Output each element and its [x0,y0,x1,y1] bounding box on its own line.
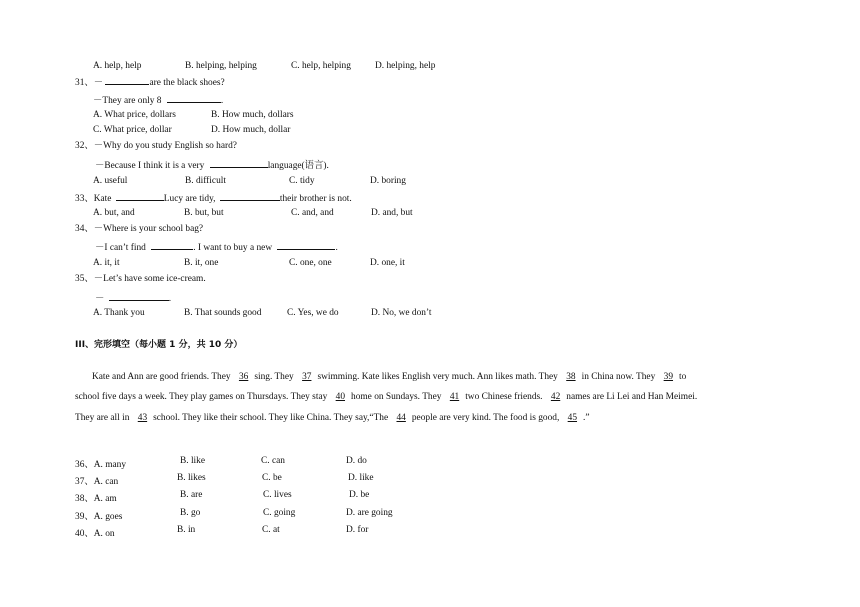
option-b: B. helping, helping [185,61,257,71]
answer-blank [220,191,280,201]
question-33 [75,191,352,205]
question-number: 31、－ [75,78,104,88]
passage-text: to [679,372,687,382]
answer-text: －They are only 8 [93,96,162,106]
option-a: A. Thank you [93,308,145,318]
question-35-answer [95,291,171,305]
passage-line-1 [75,367,790,387]
blank-number: 39 [663,372,674,382]
question-35: 35、－Let’s have some ice-cream. [75,274,206,284]
option-c: C. help, helping [291,61,351,71]
passage-text: names are Li Lei and Han Meimei. [566,392,698,402]
option-c: C. and, and [291,208,334,218]
option-a: A. useful [93,176,128,186]
passage-line-3 [75,408,790,428]
cloze-option-a: 39、A. goes [75,512,123,522]
cloze-option-a: 37、A. can [75,477,119,487]
option-c: C. one, one [289,258,332,268]
blank-number: 36 [238,372,249,382]
cloze-option-c: C. lives [263,490,292,500]
answer-text-end: . [335,243,338,253]
question-32-answer [95,158,329,172]
question-31-answer [93,93,223,107]
answer-text: －I can’t find [95,243,146,253]
answer-text-mid: . I want to buy a new [193,243,273,253]
option-b: B. difficult [185,176,226,186]
answer-blank [277,240,335,250]
cloze-option-b: B. like [180,456,205,466]
option-b: B. That sounds good [184,308,262,318]
cloze-option-d: D. like [348,473,374,483]
blank-number: 45 [567,413,578,423]
passage-text: school five days a week. They play games on Thursdays. They stay [75,392,328,402]
option-a: A. What price, dollars [93,110,176,120]
answer-blank [167,93,221,103]
question-34: 34、－Where is your school bag? [75,224,204,234]
option-b: B. How much, dollars [211,110,294,120]
blank-number: 42 [550,392,561,402]
cloze-option-c: C. going [263,508,296,518]
passage-text: in China now. They [581,372,656,382]
answer-blank [151,240,193,250]
cloze-option-b: B. likes [177,473,206,483]
option-b: B. but, but [184,208,224,218]
option-d: D. How much, dollar [211,125,291,135]
blank-number: 40 [335,392,346,402]
cloze-option-c: C. can [261,456,285,466]
cloze-option-d: D. be [349,490,370,500]
answer-blank [116,191,164,201]
option-d: D. one, it [370,258,405,268]
cloze-option-c: C. be [262,473,282,483]
cloze-option-d: D. do [346,456,367,466]
cloze-option-a: 36、A. many [75,460,127,470]
question-32: 32、－Why do you study English so hard? [75,141,237,151]
passage-text: sing. They [254,372,294,382]
cloze-option-d: D. are going [346,508,393,518]
passage-text: two Chinese friends. [465,392,543,402]
passage-text: Kate and Ann are good friends. They [92,372,231,382]
answer-blank [105,75,149,85]
question-text-end: their brother is not. [279,194,352,204]
option-a: A. but, and [93,208,135,218]
option-c: C. What price, dollar [93,125,172,135]
option-d: D. and, but [371,208,413,218]
passage-text: home on Sundays. They [351,392,442,402]
option-b: B. it, one [184,258,219,268]
answer-text: － [95,294,105,304]
passage-text: .” [583,413,590,423]
cloze-option-a: 38、A. am [75,494,117,504]
passage-text: school. They like their school. They like China. They say,“The [153,413,389,423]
option-c: C. tidy [289,176,315,186]
cloze-option-d: D. for [346,525,369,535]
blank-number: 43 [137,413,148,423]
blank-number: 41 [449,392,460,402]
question-text: Lucy are tidy, [163,194,216,204]
cloze-option-b: B. go [180,508,201,518]
option-a: A. it, it [93,258,120,268]
option-d: D. No, we don’t [371,308,432,318]
question-text: are the black shoes? [149,78,225,88]
answer-text-end: . [168,294,172,304]
question-31 [75,75,225,89]
blank-number: 37 [302,372,312,382]
cloze-option-c: C. at [262,525,280,535]
option-a: A. help, help [93,61,142,71]
option-c: C. Yes, we do [287,308,339,318]
cloze-option-b: B. are [180,490,203,500]
question-34-answer [95,240,338,254]
passage-text: They are all in [75,413,130,423]
answer-text-end: language(语言). [267,161,329,171]
cloze-option-a: 40、A. on [75,529,115,539]
passage-text: swimming. Kate likes English very much. Ann likes math. They [317,372,558,382]
answer-blank [210,158,268,168]
passage-line-2 [75,387,790,407]
answer-blank [109,291,169,301]
answer-text-end: . [220,96,224,106]
question-number: 33、Kate [75,194,112,204]
answer-text: －Because I think it is a very [95,161,205,171]
option-d: D. helping, help [375,61,436,71]
blank-number: 44 [396,413,406,423]
blank-number: 38 [566,372,576,382]
section-heading: III、完形填空（每小题 1 分，共 10 分） [75,340,243,350]
cloze-option-b: B. in [177,525,196,535]
passage-text: people are very kind. The food is good, [411,413,560,423]
option-d: D. boring [370,176,406,186]
